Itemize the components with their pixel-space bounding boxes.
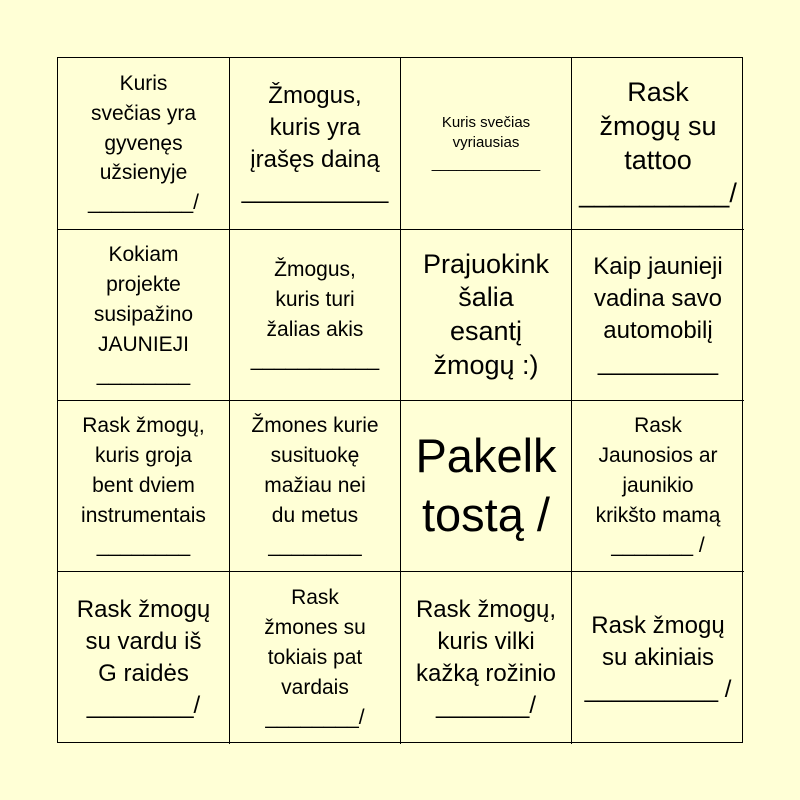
cell-text: Rask žmogų su tattoo __________/ [579,77,737,209]
bingo-cell-r1-c3[interactable] [401,58,572,230]
cell-text: Žmones kurie susituokę mažiau nei du metus ________ [251,414,379,557]
bingo-board [57,57,743,743]
bingo-cell-r3-c3[interactable] [401,401,572,572]
cell-text: Kuris svečias vyriausias _____________ [431,114,541,172]
cell-text: Rask žmogų su akiniais __________ / [584,612,732,703]
bingo-cell-r2-c3[interactable] [401,230,572,401]
cell-text: Kuris svečias yra gyvenęs užsienyje _________/ [88,71,199,215]
bingo-cell-r2-c2[interactable] [230,230,401,401]
bingo-cell-r4-c1[interactable] [58,572,230,744]
cell-text: Pakelk tostą / [415,429,557,541]
cell-text: Žmogus, kuris yra įrašęs dainą ___________ [241,81,389,205]
bingo-cell-r2-c4[interactable] [572,230,744,401]
bingo-cell-r1-c1[interactable] [58,58,230,230]
cell-text: Rask žmones su tokiais pat vardais ________/ [264,586,366,729]
bingo-cell-r1-c2[interactable] [230,58,401,230]
bingo-cell-r2-c1[interactable] [58,230,230,401]
bingo-cell-r3-c1[interactable] [58,401,230,572]
cell-text: Rask žmogų su vardu iš G raidės ________/ [76,596,211,719]
cell-text: Rask Jaunosios ar jaunikio krikšto mamą _______ / [595,414,721,557]
cell-text: Žmogus, kuris turi žalias akis ___________ [250,258,380,371]
bingo-cell-r3-c2[interactable] [230,401,401,572]
bingo-cell-r4-c3[interactable] [401,572,572,744]
bingo-cell-r3-c4[interactable] [572,401,744,572]
cell-text: Rask žmogų, kuris vilki kažką rožinio _______/ [415,596,557,719]
cell-text: Kaip jaunieji vadina savo automobilį _________ [593,253,723,376]
cell-text: Kokiam projekte susipažino JAUNIEJI ________ [93,243,194,386]
cell-text: Prajuokink šalia esantį žmogų :) [422,248,550,380]
cell-text: Rask žmogų, kuris groja bent dviem instrumentais ________ [81,414,206,557]
bingo-cell-r4-c4[interactable] [572,572,744,744]
bingo-cell-r1-c4[interactable] [572,58,744,230]
bingo-cell-r4-c2[interactable] [230,572,401,744]
